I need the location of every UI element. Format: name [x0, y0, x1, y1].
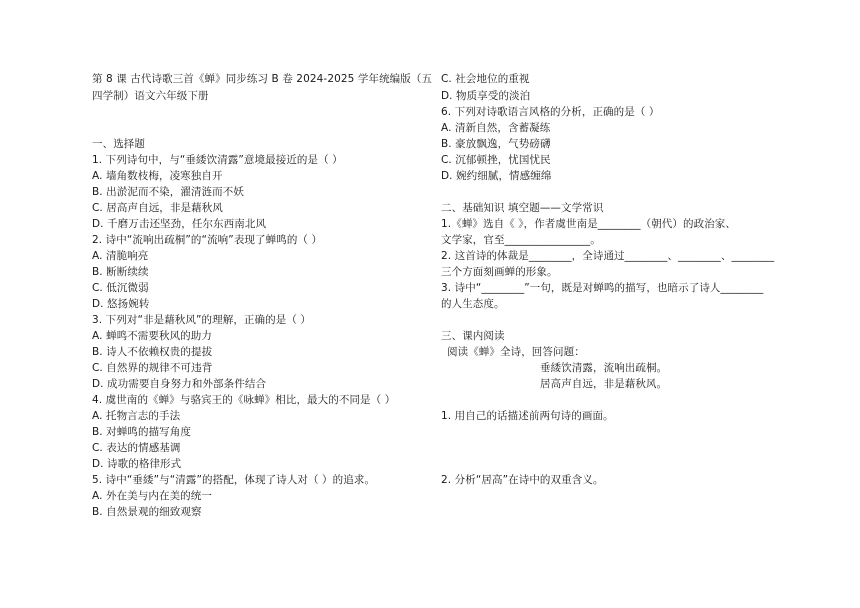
question-4-stem: 4. 虞世南的《蝉》与骆宾王的《咏蝉》相比，最大的不同是（ ）	[92, 394, 396, 406]
q5-option-c: C. 社会地位的重视	[441, 73, 530, 85]
q4-option-a: A. 托物言志的手法	[92, 410, 181, 422]
q4-option-d: D. 诗歌的格律形式	[92, 458, 182, 470]
q1-option-a: A. 墙角数枝梅，凌寒独自开	[92, 170, 223, 182]
reading-question-2: 2. 分析“居高”在诗中的双重含义。	[441, 474, 604, 486]
q6-option-c: C. 沉郁顿挫，忧国忧民	[441, 154, 551, 166]
doc-title-line2: 四学制）语文六年级下册	[92, 90, 209, 102]
fill-line-1: 1.《蝉》选自《 》，作者虞世南是________（朝代）的政治家、	[441, 218, 737, 230]
q5-option-b: B. 自然景观的细致观察	[92, 506, 202, 518]
question-6-stem: 6. 下列对诗歌语言风格的分析，正确的是（ ）	[441, 106, 660, 118]
q3-option-a: A. 蝉鸣不需要秋风的助力	[92, 330, 212, 342]
q3-option-d: D. 成功需要自身努力和外部条件结合	[92, 378, 267, 390]
q1-option-b: B. 出淤泥而不染，濯清涟而不妖	[92, 186, 244, 198]
poem-line-2: 居高声自远，非是藉秋风。	[540, 378, 668, 390]
question-2-stem: 2. 诗中“流响出疏桐”的“流响”表现了蝉鸣的（ ）	[92, 234, 323, 246]
fill-line-2: 文学家，官至________________。	[441, 234, 601, 246]
q2-option-b: B. 断断续续	[92, 266, 149, 278]
q6-option-d: D. 婉约细腻，情感缠绵	[441, 170, 552, 182]
section2-heading: 二、基础知识 填空题——文学常识	[441, 202, 604, 214]
q6-option-a: A. 清新自然，含蓄凝练	[441, 122, 551, 134]
q5-option-d: D. 物质享受的淡泊	[441, 90, 531, 102]
q1-option-d: D. 千磨万击还坚劲，任尔东西南北风	[92, 218, 267, 230]
q3-option-b: B. 诗人不依赖权贵的提拔	[92, 346, 213, 358]
fill-line-5: 3. 诗中“________”一句，既是对蝉鸣的描写，也暗示了诗人________	[441, 282, 764, 294]
q3-option-c: C. 自然界的规律不可违背	[92, 362, 213, 374]
doc-title-line1: 第 8 课 古代诗歌三首《蝉》同步练习 B 卷 2024-2025 学年统编版（五	[92, 73, 433, 85]
question-3-stem: 3. 下列对“非是藉秋风”的理解，正确的是（ ）	[92, 314, 311, 326]
fill-line-6: 的人生态度。	[441, 298, 505, 310]
reading-intro: 阅读《蝉》全诗，回答问题：	[447, 346, 585, 358]
fill-line-4: 三个方面刻画蝉的形象。	[441, 266, 558, 278]
q2-option-c: C. 低沉微弱	[92, 282, 149, 294]
q6-option-b: B. 豪放飘逸，气势磅礴	[441, 138, 551, 150]
q4-option-c: C. 表达的情感基调	[92, 442, 181, 454]
fill-line-3: 2. 这首诗的体裁是________，全诗通过________、________、________	[441, 250, 775, 262]
question-5-stem: 5. 诗中“垂緌”与“清露”的搭配，体现了诗人对（ ）的追求。	[92, 474, 376, 486]
q1-option-c: C. 居高声自远，非是藉秋风	[92, 202, 223, 214]
reading-question-1: 1. 用自己的话描述前两句诗的画面。	[441, 410, 614, 422]
q4-option-b: B. 对蝉鸣的描写角度	[92, 426, 191, 438]
section3-heading: 三、课内阅读	[441, 330, 505, 342]
q5-option-a: A. 外在美与内在美的统一	[92, 490, 212, 502]
q2-option-a: A. 清脆响亮	[92, 250, 149, 262]
question-1-stem: 1. 下列诗句中，与“垂緌饮清露”意境最接近的是（ ）	[92, 154, 343, 166]
section1-heading: 一、选择题	[92, 138, 145, 150]
poem-line-1: 垂緌饮清露，流响出疏桐。	[540, 362, 668, 374]
q2-option-d: D. 悠扬婉转	[92, 298, 150, 310]
